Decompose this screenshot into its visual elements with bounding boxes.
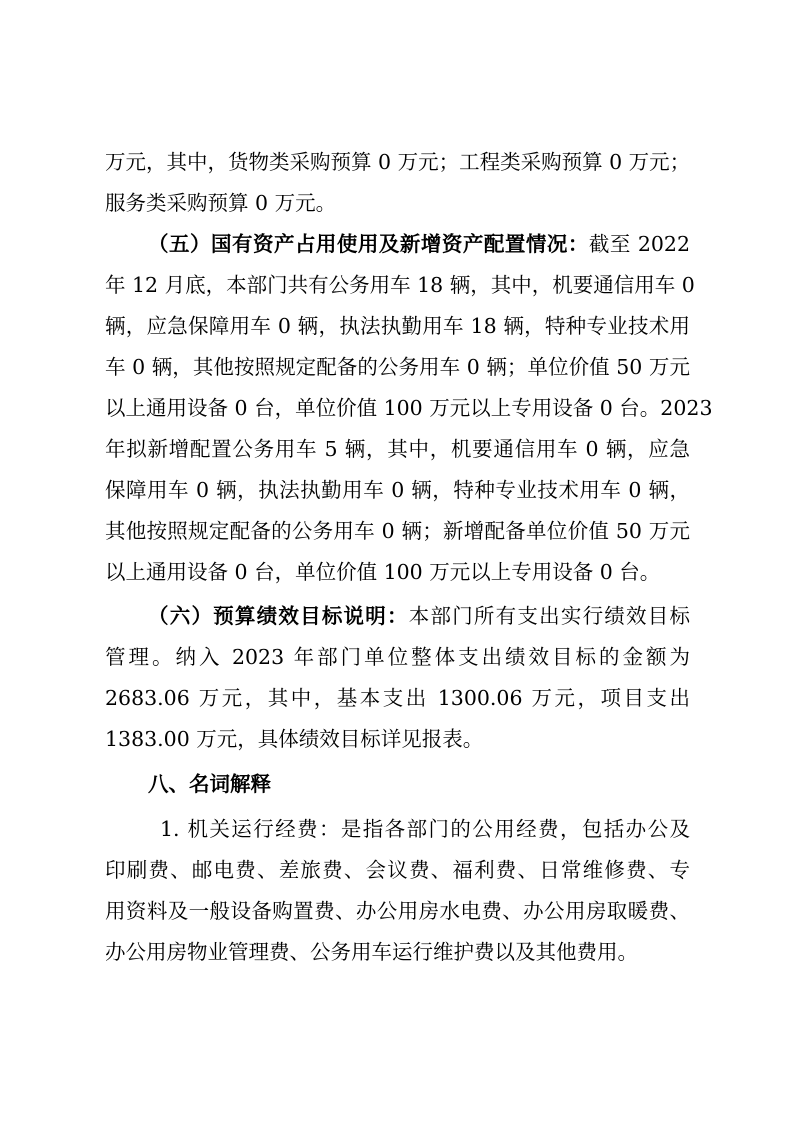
glossary-line-1: 1. 机关运行经费：是指各部门的公用经费，包括办公及 xyxy=(160,817,690,841)
section-five-first-line xyxy=(148,227,690,261)
section-five-line-6: 年拟新增配置公务用车 5 辆，其中，机要通信用车 0 辆，应急 xyxy=(105,437,690,461)
glossary-line-2: 印刷费、邮电费、差旅费、会议费、福利费、日常维修费、专 xyxy=(105,858,690,882)
section-five-line-2: 年 12 月底，本部门共有公务用车 18 辆，其中，机要通信用车 0 xyxy=(105,273,695,297)
section-five-line-3: 辆，应急保障用车 0 辆，执法执勤用车 18 辆，特种专业技术用 xyxy=(105,314,690,338)
section-five-line-4: 车 0 辆，其他按照规定配备的公务用车 0 辆；单位价值 50 万元 xyxy=(105,355,690,379)
section-five-line-1-rest: 截至 2022 xyxy=(588,232,691,256)
section-five-line-5: 以上通用设备 0 台，单位价值 100 万元以上专用设备 0 台。2023 xyxy=(105,396,713,420)
procurement-line-1: 万元，其中，货物类采购预算 0 万元；工程类采购预算 0 万元； xyxy=(105,150,691,174)
section-six-line-4: 1383.00 万元，具体绩效目标详见报表。 xyxy=(105,727,484,751)
section-five-line-8: 其他按照规定配备的公务用车 0 辆；新增配备单位价值 50 万元 xyxy=(105,519,690,543)
section-five-line-9: 以上通用设备 0 台，单位价值 100 万元以上专用设备 0 台。 xyxy=(105,560,661,584)
section-six-title: （六）预算绩效目标说明： xyxy=(148,604,409,628)
glossary-line-3: 用资料及一般设备购置费、办公用房水电费、办公用房取暖费、 xyxy=(105,899,690,923)
section-eight-heading: 八、名词解释 xyxy=(148,772,271,796)
section-six-first-line xyxy=(148,599,690,633)
procurement-line-2: 服务类采购预算 0 万元。 xyxy=(105,191,337,215)
glossary-line-4: 办公用房物业管理费、公务用车运行维护费以及其他费用。 xyxy=(105,940,638,964)
section-six-line-1-rest: 本部门所有支出实行绩效目标 xyxy=(408,604,690,628)
section-six-line-2: 管理。纳入 2023 年部门单位整体支出绩效目标的金额为 xyxy=(105,645,690,669)
section-five-title: （五）国有资产占用使用及新增资产配置情况： xyxy=(148,232,589,256)
section-six-line-3: 2683.06 万元，其中，基本支出 1300.06 万元，项目支出 xyxy=(105,686,690,710)
section-five-line-7: 保障用车 0 辆，执法执勤用车 0 辆，特种专业技术用车 0 辆， xyxy=(105,478,690,502)
